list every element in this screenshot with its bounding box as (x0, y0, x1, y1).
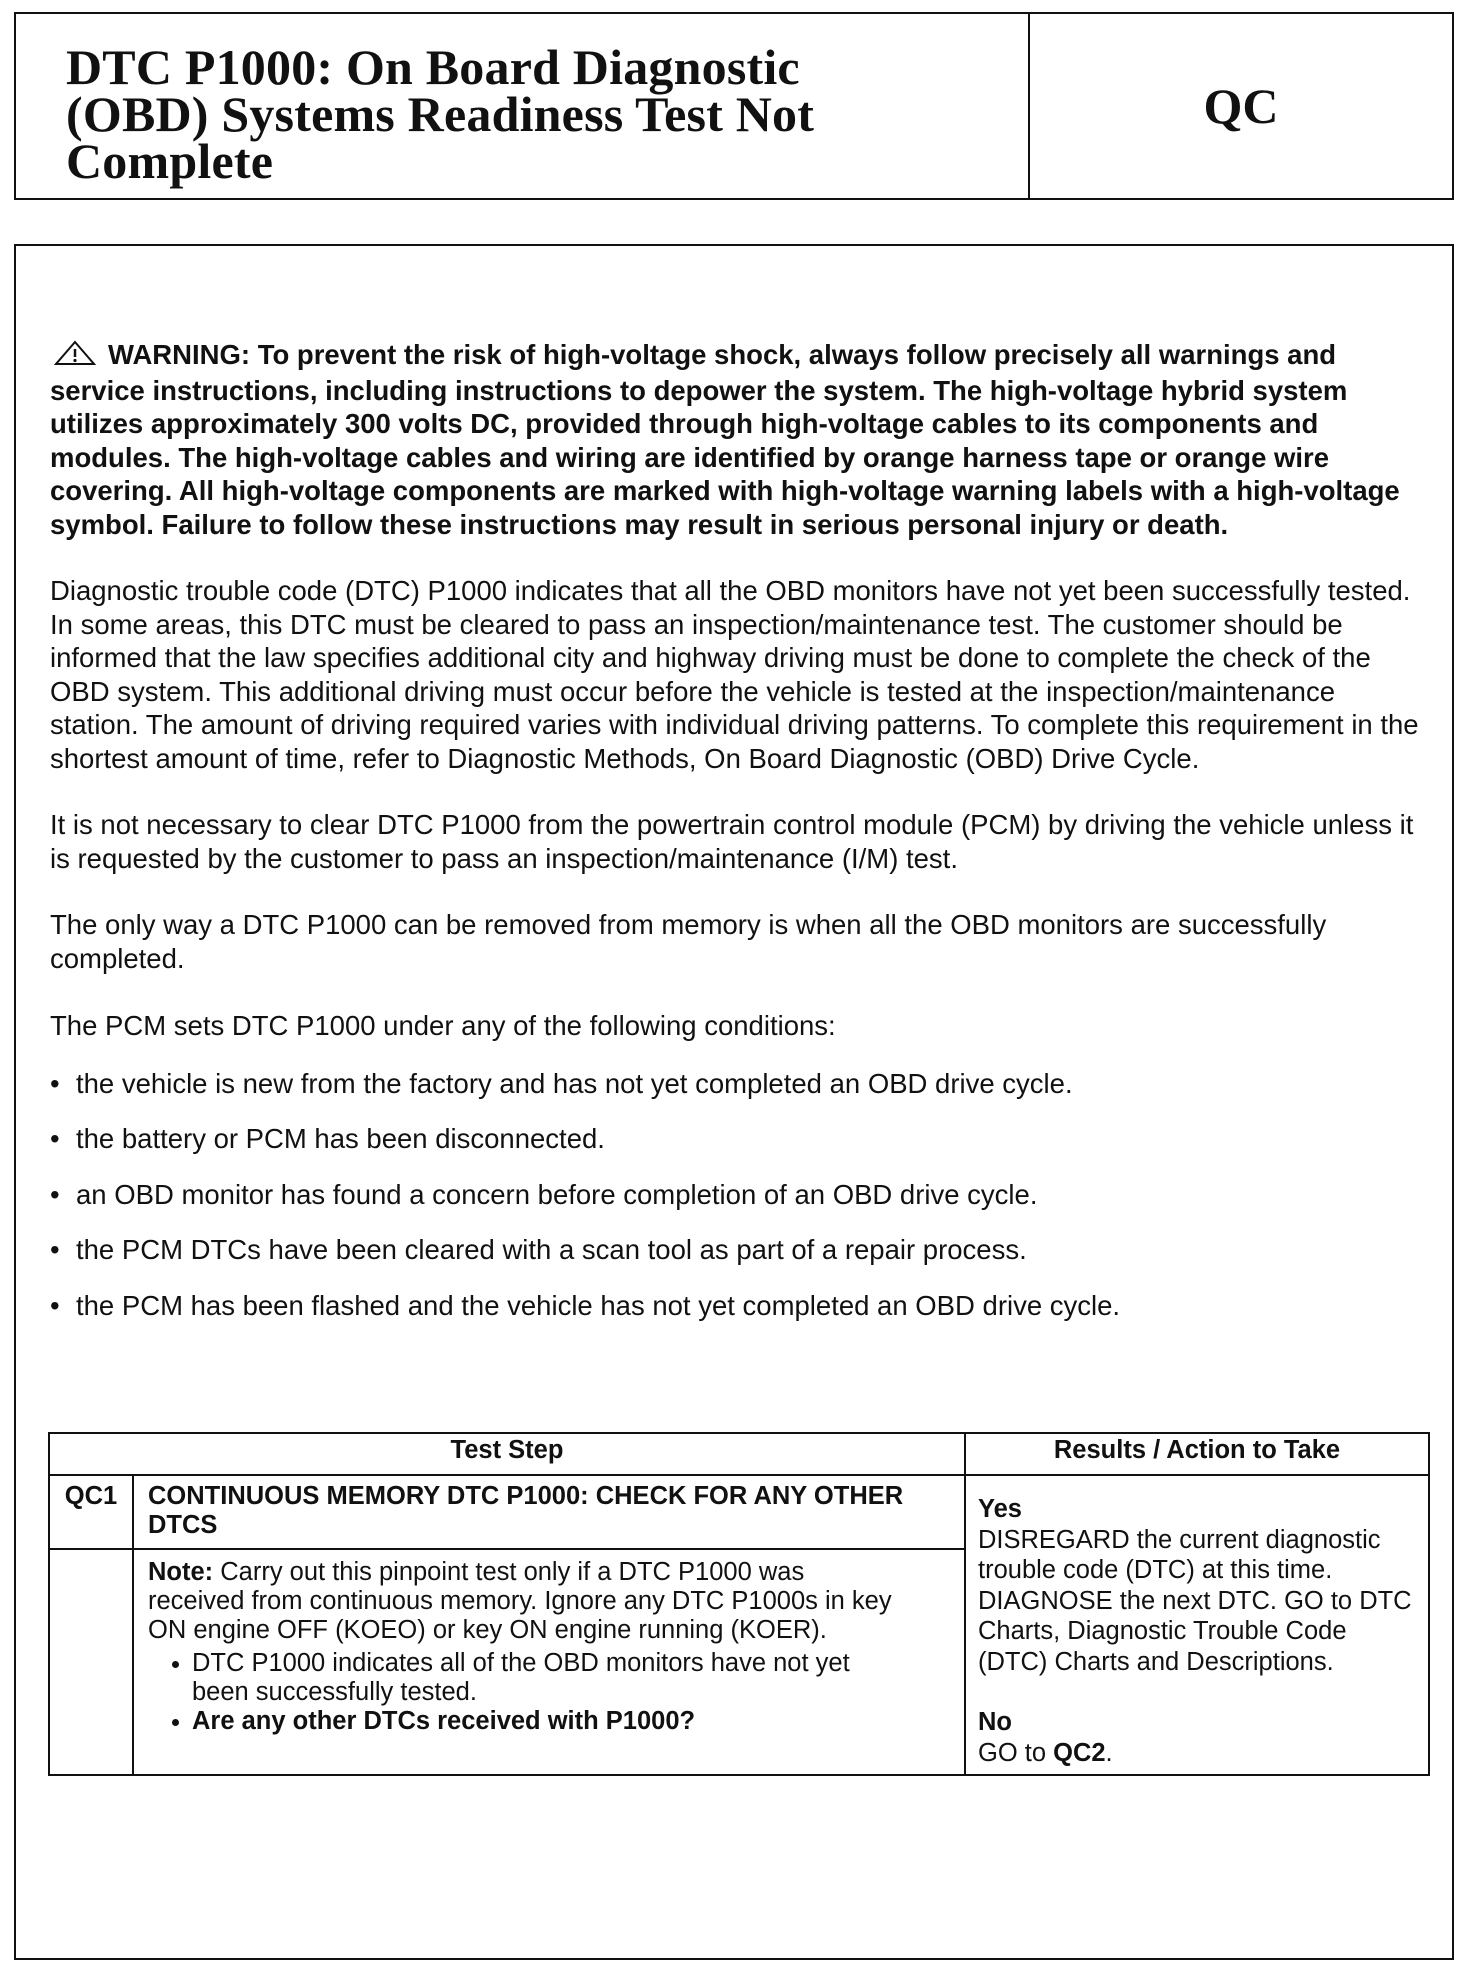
page-title (66, 39, 1028, 189)
list-item: • Are any other DTCs received with P1000? (192, 1707, 904, 1736)
conditions-intro: The PCM sets DTC P1000 under any of the following conditions: (50, 1010, 836, 1041)
empty-step-cell (49, 1549, 133, 1775)
paragraph-2: It is not necessary to clear DTC P1000 from the powertrain control module (PCM) by driving the vehicle unless it is requested by the customer to pass an inspection/maintenance (I/M) test. (50, 809, 1414, 874)
conditions-list (50, 1067, 1430, 1323)
list-item: • the PCM has been flashed and the vehicle has not yet completed an OBD drive cycle. (50, 1289, 1430, 1323)
no-target-link[interactable]: QC2 (1053, 1738, 1106, 1767)
step-bullets (148, 1649, 904, 1736)
content-box (14, 244, 1454, 1960)
section-code-cell (1030, 14, 1452, 198)
test-step-table (48, 1432, 1430, 1776)
title-line-2: (OBD) Systems Readiness Test Not (66, 86, 815, 142)
content-inner (50, 338, 1430, 1344)
header-box (14, 12, 1454, 200)
list-item: • the vehicle is new from the factory and has not yet completed an OBD drive cycle. (50, 1067, 1430, 1101)
step-title: CONTINUOUS MEMORY DTC P1000: CHECK FOR ANY OTHER DTCS (133, 1475, 965, 1549)
table-header-row (49, 1433, 1429, 1475)
header-results: Results / Action to Take (965, 1433, 1429, 1475)
header-test-step: Test Step (49, 1433, 965, 1475)
paragraph-1: Diagnostic trouble code (DTC) P1000 indicates that all the OBD monitors have not yet been successfully tested. In some areas, this DTC must be cleared to pass an inspection/maintenance test. The customer should be informed that the law specifies additional city and highway driving must be done to complete the check of the OBD system. This additional driving must occur before the vehicle is tested at the inspection/maintenance station. The amount of driving required varies with individual driving patterns. To complete this requirement in the shortest amount of time, refer to Diagnostic Methods, On Board Diagnostic (OBD) Drive Cycle. (50, 575, 1419, 774)
step-body (133, 1549, 965, 1775)
list-item: • the PCM DTCs have been cleared with a scan tool as part of a repair process. (50, 1233, 1430, 1267)
warning-text: WARNING: To prevent the risk of high-voltage shock, always follow precisely all warnings and service instructions, including instructions to depower the system. The high-voltage hybrid system utilizes approximately 300 volts DC, provided through high-voltage cables to its components and modules. The high-voltage cables and wiring are identified by orange harness tape or orange wire covering. All high-voltage components are marked with high-voltage warning labels with a high-voltage symbol. Failure to follow these instructions may result in serious personal injury or death. (50, 339, 1400, 540)
note-label: Note: (148, 1558, 214, 1587)
results-cell (965, 1475, 1429, 1775)
list-item: • the battery or PCM has been disconnected. (50, 1122, 1430, 1156)
no-label: No (978, 1708, 1012, 1736)
title-cell (16, 14, 1030, 198)
list-item: • an OBD monitor has found a concern before completion of an OBD drive cycle. (50, 1178, 1430, 1212)
paragraph-3: The only way a DTC P1000 can be removed from memory is when all the OBD monitors are successfully completed. (50, 909, 1327, 974)
step-id: QC1 (49, 1475, 133, 1549)
title-line-3: Complete (66, 133, 274, 189)
no-text: GO to (978, 1738, 1054, 1767)
warning-block (50, 338, 1430, 541)
section-code: QC (1203, 78, 1279, 134)
no-end: . (1105, 1738, 1113, 1767)
table-row (49, 1475, 1429, 1549)
title-line-1: DTC P1000: On Board Diagnostic (66, 39, 800, 95)
yes-text: DISREGARD the current diagnostic trouble code (DTC) at this time. DIAGNOSE the next DTC. GO to DTC Charts, Diagnostic Trouble Code (DTC) Charts and Descriptions. (978, 1525, 1412, 1676)
warning-triangle-icon (54, 340, 96, 374)
list-item: • DTC P1000 indicates all of the OBD monitors have not yet been successfully tested. (192, 1649, 904, 1707)
note-text: Carry out this pinpoint test only if a DTC P1000 was received from continuous memory. Ignore any DTC P1000s in key ON engine OFF (KOEO) or key ON engine running (KOER). (148, 1558, 892, 1645)
yes-label: Yes (978, 1495, 1022, 1523)
